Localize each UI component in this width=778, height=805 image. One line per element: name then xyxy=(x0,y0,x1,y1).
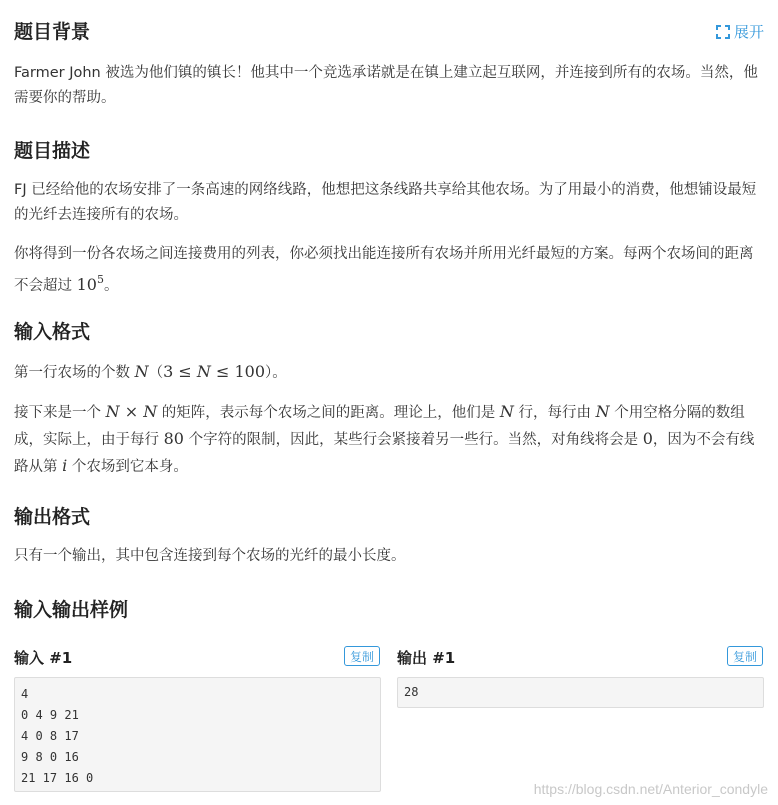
code-line: 4 xyxy=(21,687,29,701)
math-number-0: 0 xyxy=(642,429,653,448)
sample-output-label: 输出 #1 xyxy=(397,649,456,667)
paren-open: （ xyxy=(148,365,164,381)
sample-output-box[interactable] xyxy=(397,677,764,708)
expand-icon xyxy=(716,25,730,39)
distance-limit-base: 10 xyxy=(76,275,97,294)
description-p2-text: 你将得到一份各农场之间连接费用的列表，你必须找出能连接所有农场并所用光纤最短的方案。每两个农场间的距离不会超过 xyxy=(14,246,754,294)
copy-output-button[interactable]: 复制 xyxy=(727,646,763,666)
input-format-line-1 xyxy=(14,359,764,386)
code-line: 21 17 16 0 xyxy=(21,771,94,785)
section-title-samples: 输入输出样例 xyxy=(14,599,129,621)
watermark: https://blog.csdn.net/Anterior_condyle xyxy=(533,781,768,797)
expand-button[interactable] xyxy=(716,21,764,42)
math-var-n: N xyxy=(143,402,158,421)
sample-input-label: 输入 #1 xyxy=(14,649,73,667)
code-line: 0 4 9 21 xyxy=(21,708,79,722)
code-line: 28 xyxy=(404,685,419,699)
text-run: 个用空格分隔的数组成，实际上，由于每行 xyxy=(14,405,745,448)
code-line: 4 0 8 17 xyxy=(21,729,79,743)
output-format-text: 只有一个输出，其中包含连接到每个农场的光纤的最小长度。 xyxy=(14,548,406,564)
expand-label: 展开 xyxy=(733,23,764,41)
section-title-input-format: 输入格式 xyxy=(14,321,91,343)
distance-limit-exponent: 5 xyxy=(96,273,104,286)
description-p2-end: 。 xyxy=(103,278,119,294)
copy-input-button[interactable]: 复制 xyxy=(344,646,380,666)
math-var-n: N xyxy=(196,362,211,381)
background-text: Farmer John 被选为他们镇的镇长！他其中一个竞选承诺就是在镇上建立起互联网，并连接到所有的农场。当然，他需要你的帮助。 xyxy=(14,65,758,106)
math-number-80: 80 xyxy=(163,429,184,448)
text-run: 接下来是一个 xyxy=(14,405,106,421)
math-var-n: N xyxy=(134,362,149,381)
description-paragraph-2 xyxy=(14,242,764,299)
math-var-n: N xyxy=(105,402,120,421)
text-run: 个字符的限制，因此，某些行会紧接着另一些行。当然，对角线将会是 xyxy=(183,432,643,448)
text-run: 个农场到它本身。 xyxy=(67,459,188,475)
section-title-description: 题目描述 xyxy=(14,140,91,162)
text-run: ，因为不会有线路从第 xyxy=(14,432,755,475)
period: 。 xyxy=(272,365,287,381)
text-run: 行，每行由 xyxy=(513,405,596,421)
code-line: 9 8 0 16 xyxy=(21,750,79,764)
input-format-line-2 xyxy=(14,399,764,480)
math-var-i: i xyxy=(62,456,68,475)
sample-input-box[interactable] xyxy=(14,677,381,792)
section-title-output-format: 输出格式 xyxy=(14,506,91,528)
range-upper: ≤ 100 xyxy=(210,362,265,381)
range-lower: 3 ≤ xyxy=(163,362,197,381)
section-title-background: 题目背景 xyxy=(14,21,91,43)
math-var-n: N xyxy=(499,402,514,421)
math-var-n: N xyxy=(595,402,610,421)
input-format-text: 第一行农场的个数 xyxy=(14,365,135,381)
times-symbol: × xyxy=(119,402,144,421)
text-run: 的矩阵，表示每个农场之间的距离。理论上，他们是 xyxy=(157,405,500,421)
paren-close: ） xyxy=(265,365,273,381)
description-paragraph-1: FJ 已经给他的农场安排了一条高速的网络线路，他想把这条线路共享给其他农场。为了用最小的消费，他想铺设最短的光纤去连接所有的农场。 xyxy=(14,182,757,223)
